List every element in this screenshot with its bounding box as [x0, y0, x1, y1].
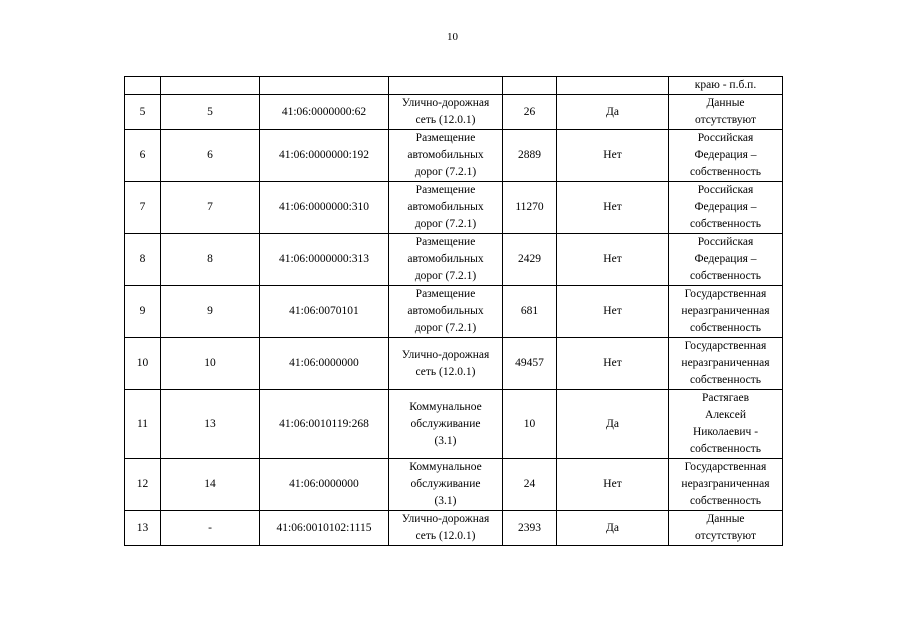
permitted-use: Улично-дорожная сеть (12.0.1): [389, 95, 503, 130]
row-number: 6: [125, 130, 161, 182]
flag: Нет: [557, 286, 669, 338]
flag: Нет: [557, 130, 669, 182]
table-row: [125, 286, 783, 338]
ownership: Российская Федерация – собственность: [669, 130, 783, 182]
row-number: 11: [125, 390, 161, 459]
table-row: [125, 511, 783, 546]
cadastral-number: 41:06:0000000: [260, 338, 389, 390]
ownership: Государственная неразграниченная собственность: [669, 459, 783, 511]
table-cell: [161, 77, 260, 95]
ownership: Государственная неразграниченная собственность: [669, 338, 783, 390]
old-number: 14: [161, 459, 260, 511]
permitted-use: Размещение автомобильных дорог (7.2.1): [389, 234, 503, 286]
old-number: -: [161, 511, 260, 546]
table-row: [125, 130, 783, 182]
old-number: 5: [161, 95, 260, 130]
permitted-use: Коммунальное обслуживание (3.1): [389, 459, 503, 511]
flag: Нет: [557, 459, 669, 511]
ownership: Российская Федерация – собственность: [669, 234, 783, 286]
area: 2429: [503, 234, 557, 286]
continuation-text: краю - п.б.п.: [669, 77, 783, 95]
table-cell: [557, 77, 669, 95]
area: 2889: [503, 130, 557, 182]
permitted-use: Улично-дорожная сеть (12.0.1): [389, 511, 503, 546]
cadastral-number: 41:06:0010119:268: [260, 390, 389, 459]
table-cell: [389, 77, 503, 95]
table-row: [125, 95, 783, 130]
area: 2393: [503, 511, 557, 546]
old-number: 13: [161, 390, 260, 459]
table-row: [125, 390, 783, 459]
flag: Да: [557, 390, 669, 459]
old-number: 8: [161, 234, 260, 286]
old-number: 6: [161, 130, 260, 182]
cadastral-number: 41:06:0070101: [260, 286, 389, 338]
table-cell: [260, 77, 389, 95]
cadastral-number: 41:06:0000000:310: [260, 182, 389, 234]
area: 49457: [503, 338, 557, 390]
flag: Нет: [557, 234, 669, 286]
area: 681: [503, 286, 557, 338]
area: 10: [503, 390, 557, 459]
ownership: Государственная неразграниченная собственность: [669, 286, 783, 338]
permitted-use: Размещение автомобильных дорог (7.2.1): [389, 286, 503, 338]
ownership: Российская Федерация – собственность: [669, 182, 783, 234]
cadastral-number: 41:06:0000000:313: [260, 234, 389, 286]
old-number: 10: [161, 338, 260, 390]
row-number: 10: [125, 338, 161, 390]
permitted-use: Улично-дорожная сеть (12.0.1): [389, 338, 503, 390]
area: 24: [503, 459, 557, 511]
table-row: [125, 234, 783, 286]
permitted-use: Коммунальное обслуживание (3.1): [389, 390, 503, 459]
area: 11270: [503, 182, 557, 234]
table-row: [125, 338, 783, 390]
row-number: 8: [125, 234, 161, 286]
area: 26: [503, 95, 557, 130]
ownership: Данные отсутствуют: [669, 511, 783, 546]
cadastral-number: 41:06:0010102:1115: [260, 511, 389, 546]
flag: Да: [557, 95, 669, 130]
table-cell: [503, 77, 557, 95]
row-number: 13: [125, 511, 161, 546]
old-number: 9: [161, 286, 260, 338]
row-number: 5: [125, 95, 161, 130]
permitted-use: Размещение автомобильных дорог (7.2.1): [389, 182, 503, 234]
old-number: 7: [161, 182, 260, 234]
permitted-use: Размещение автомобильных дорог (7.2.1): [389, 130, 503, 182]
ownership: Данные отсутствуют: [669, 95, 783, 130]
cadastral-number: 41:06:0000000:192: [260, 130, 389, 182]
flag: Нет: [557, 338, 669, 390]
flag: Нет: [557, 182, 669, 234]
table-row: [125, 182, 783, 234]
continuation-row: [125, 77, 783, 95]
flag: Да: [557, 511, 669, 546]
table-row: [125, 459, 783, 511]
row-number: 7: [125, 182, 161, 234]
ownership: Растягаев Алексей Николаевич - собственность: [669, 390, 783, 459]
cadastral-number: 41:06:0000000: [260, 459, 389, 511]
page-number: 10: [447, 31, 458, 43]
row-number: 9: [125, 286, 161, 338]
land-plots-table: [124, 76, 783, 546]
cadastral-number: 41:06:0000000:62: [260, 95, 389, 130]
table-cell: [125, 77, 161, 95]
row-number: 12: [125, 459, 161, 511]
